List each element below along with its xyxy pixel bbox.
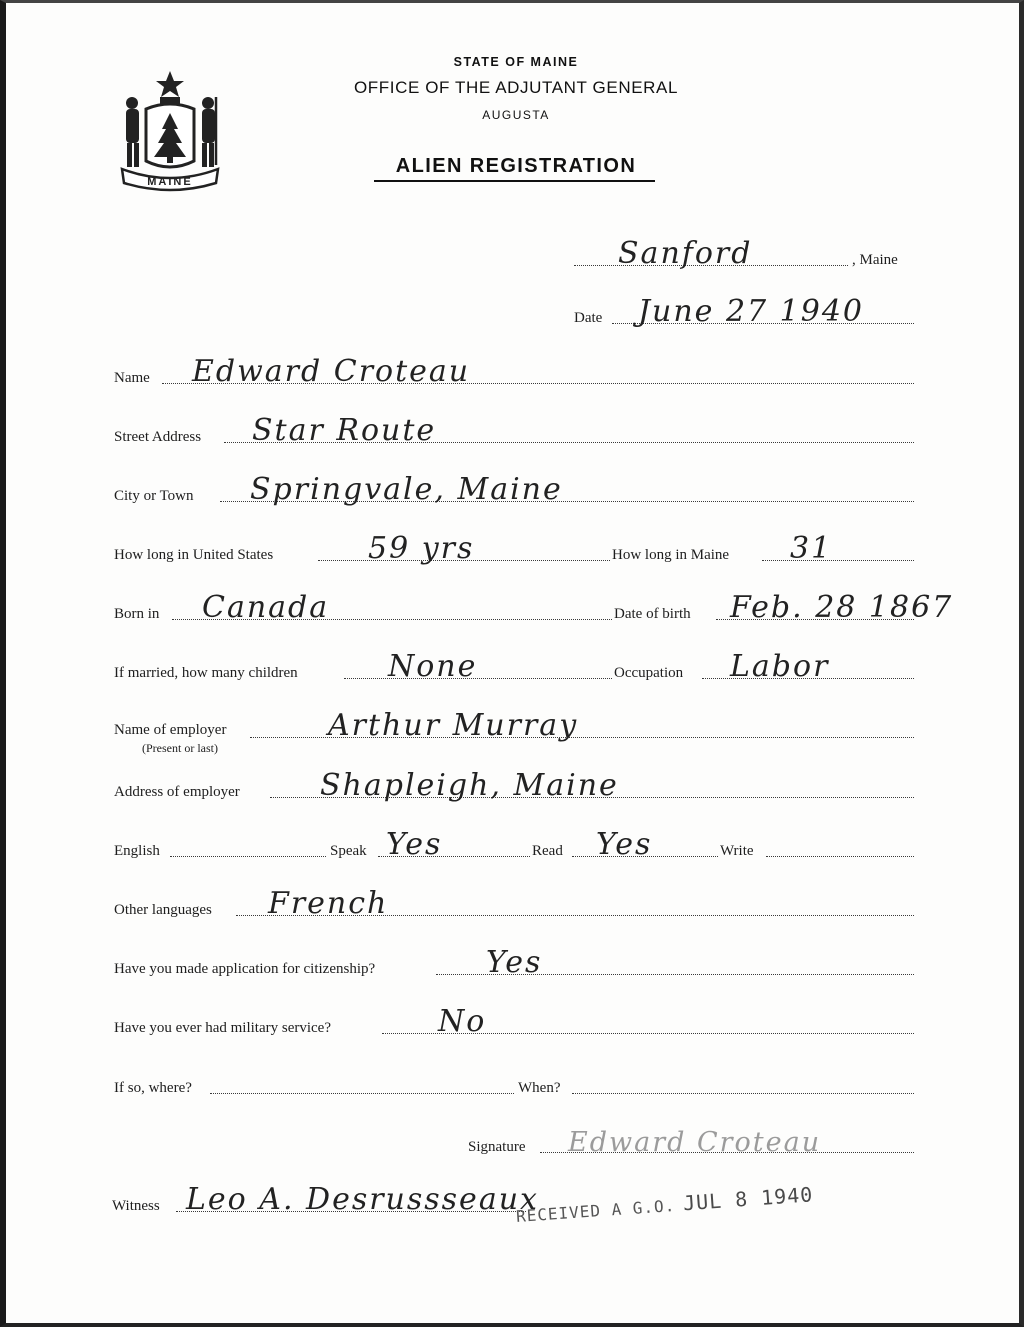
header-city: AUGUSTA <box>482 108 550 122</box>
signature-label: Signature <box>468 1139 526 1155</box>
employer-name-sublabel: (Present or last) <box>142 741 218 755</box>
signature-value: Edward Croteau <box>568 1127 822 1158</box>
field-date <box>6 294 1019 331</box>
field-name <box>6 354 1019 391</box>
born-in-value: Canada <box>202 590 330 625</box>
date-value: June 27 1940 <box>638 294 865 329</box>
read-label: Read <box>532 843 563 859</box>
military-label: Have you ever had military service? <box>114 1020 331 1036</box>
read-value: Yes <box>596 827 653 862</box>
city-or-town-label: City or Town <box>114 488 194 504</box>
city-or-town-value: Springvale, Maine <box>250 472 563 507</box>
field-born <box>6 590 1019 627</box>
received-stamp-date: JUL 8 1940 <box>682 1182 815 1216</box>
field-citizenship <box>6 945 1019 982</box>
employer-name-value: Arthur Murray <box>328 708 579 743</box>
name-value: Edward Croteau <box>192 354 471 389</box>
maine-state-seal-icon <box>116 69 224 195</box>
how-long-us-value: 59 yrs <box>368 531 475 566</box>
citizenship-value: Yes <box>486 945 543 980</box>
date-label: Date <box>574 310 603 326</box>
witness-label: Witness <box>112 1198 160 1214</box>
field-signature <box>6 1127 1019 1160</box>
children-label: If married, how many children <box>114 665 298 681</box>
employer-name-label: Name of employer <box>114 722 227 738</box>
field-how-long <box>6 531 1019 568</box>
employer-address-value: Shapleigh, Maine <box>320 768 619 803</box>
date-of-birth-label: Date of birth <box>614 606 691 622</box>
form-title: ALIEN REGISTRATION <box>395 155 637 177</box>
place-value: Sanford <box>618 236 753 271</box>
received-stamp-text: RECEIVED A G.O. <box>515 1195 676 1226</box>
field-military <box>6 1004 1019 1041</box>
field-english <box>6 827 1019 864</box>
street-address-label: Street Address <box>114 429 202 445</box>
how-long-us-label: How long in United States <box>114 547 274 563</box>
speak-value: Yes <box>386 827 443 862</box>
street-address-value: Star Route <box>252 413 437 448</box>
how-long-maine-value: 31 <box>790 531 833 566</box>
witness-value: Leo A. Desrussseaux <box>186 1182 539 1217</box>
field-street-address <box>6 413 1019 450</box>
how-long-maine-label: How long in Maine <box>612 547 730 563</box>
field-where-when <box>6 1071 1019 1101</box>
date-of-birth-value: Feb. 28 1867 <box>730 590 954 625</box>
place-label: , Maine <box>852 252 898 268</box>
occupation-label: Occupation <box>614 665 684 681</box>
field-city-or-town <box>6 472 1019 509</box>
name-label: Name <box>114 370 150 386</box>
other-languages-label: Other languages <box>114 902 212 918</box>
occupation-value: Labor <box>730 649 830 684</box>
title-underline <box>374 180 655 182</box>
english-label: English <box>114 843 160 859</box>
field-employer-address <box>6 768 1019 805</box>
citizenship-label: Have you made application for citizenship? <box>114 961 376 977</box>
header-office: OFFICE OF THE ADJUTANT GENERAL <box>353 78 679 97</box>
when-label: When? <box>518 1080 561 1096</box>
children-value: None <box>388 649 478 684</box>
write-label: Write <box>720 843 754 859</box>
field-witness <box>6 1182 1019 1219</box>
header-state: STATE OF MAINE <box>453 55 579 69</box>
field-other-languages <box>6 886 1019 923</box>
speak-label: Speak <box>330 843 367 859</box>
field-place <box>6 236 1019 273</box>
field-employer-name <box>6 708 1019 755</box>
where-label: If so, where? <box>114 1080 192 1096</box>
born-in-label: Born in <box>114 606 160 622</box>
seal-banner-text: MAINE <box>147 176 193 188</box>
other-languages-value: French <box>268 886 389 921</box>
military-value: No <box>438 1004 487 1039</box>
field-children-occupation <box>6 649 1019 686</box>
employer-address-label: Address of employer <box>114 784 240 800</box>
